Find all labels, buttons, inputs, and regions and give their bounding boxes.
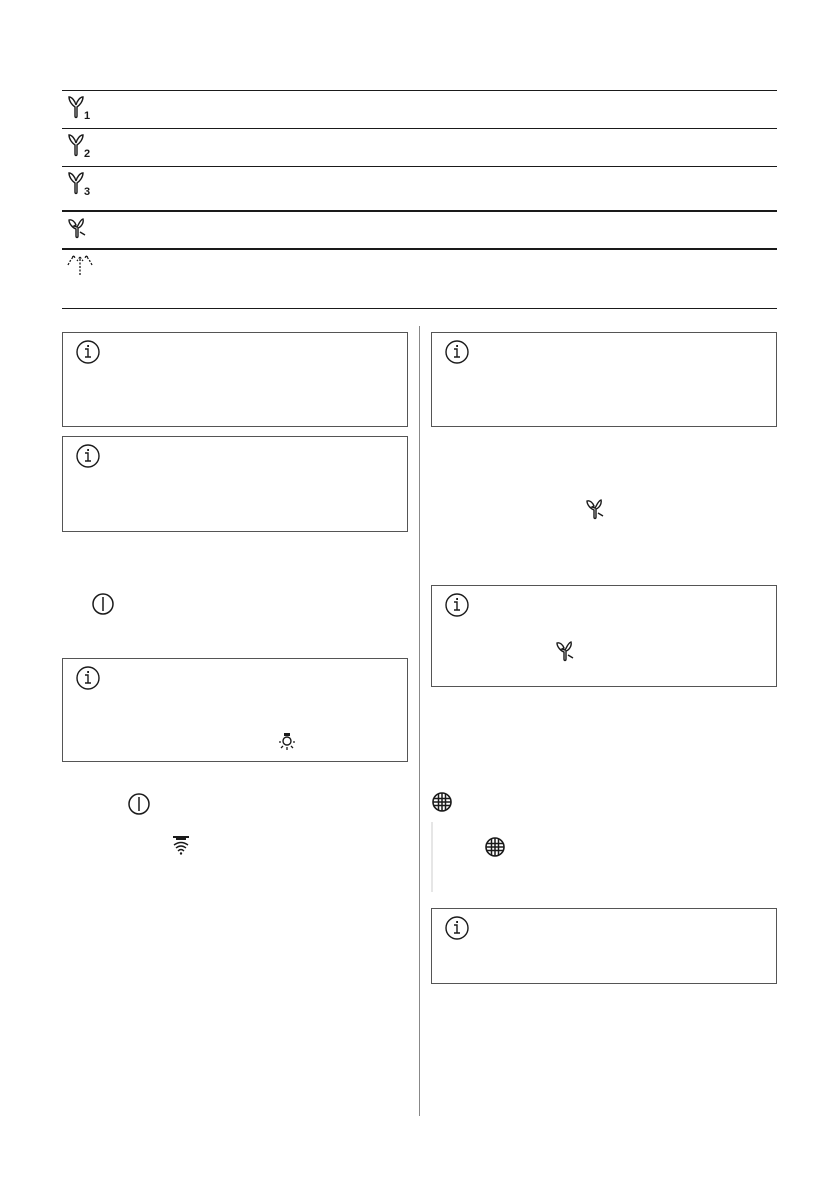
power-icon <box>127 792 151 816</box>
fan-speed-1-number: 1 <box>84 110 91 121</box>
fan-boost-icon <box>554 639 580 663</box>
info-box <box>62 332 408 427</box>
info-icon <box>75 339 101 365</box>
column-divider <box>419 326 420 1116</box>
info-box <box>62 436 408 532</box>
table-rule <box>62 210 777 212</box>
info-box <box>431 332 777 427</box>
hob2hood-signal-icon <box>170 834 192 856</box>
table-rule-bottom <box>62 308 777 309</box>
fan-speed-3-number: 3 <box>84 186 91 197</box>
light-bulb-icon <box>275 731 299 755</box>
info-box <box>431 585 777 687</box>
fan-boost-icon <box>66 216 92 240</box>
info-box <box>62 658 408 762</box>
table-rule-top <box>62 90 777 91</box>
info-icon <box>75 665 101 691</box>
power-icon <box>91 592 115 616</box>
info-box <box>431 908 777 984</box>
fan-speed-2-icon <box>66 133 94 159</box>
grease-filter-icon <box>484 836 506 858</box>
fan-speed-3-icon <box>66 171 94 197</box>
grease-filter-icon <box>431 791 453 813</box>
info-icon <box>444 339 470 365</box>
table-rule <box>62 128 777 129</box>
fan-speed-2-number: 2 <box>84 148 91 159</box>
table-rule <box>62 248 777 250</box>
table-rule <box>62 166 777 167</box>
info-icon <box>444 915 470 941</box>
info-icon <box>75 443 101 469</box>
fan-boost-icon <box>584 497 610 521</box>
fan-speed-1-icon <box>66 95 94 121</box>
steam-arrows-icon <box>66 253 94 279</box>
info-icon <box>444 592 470 618</box>
margin-marker <box>431 822 433 892</box>
